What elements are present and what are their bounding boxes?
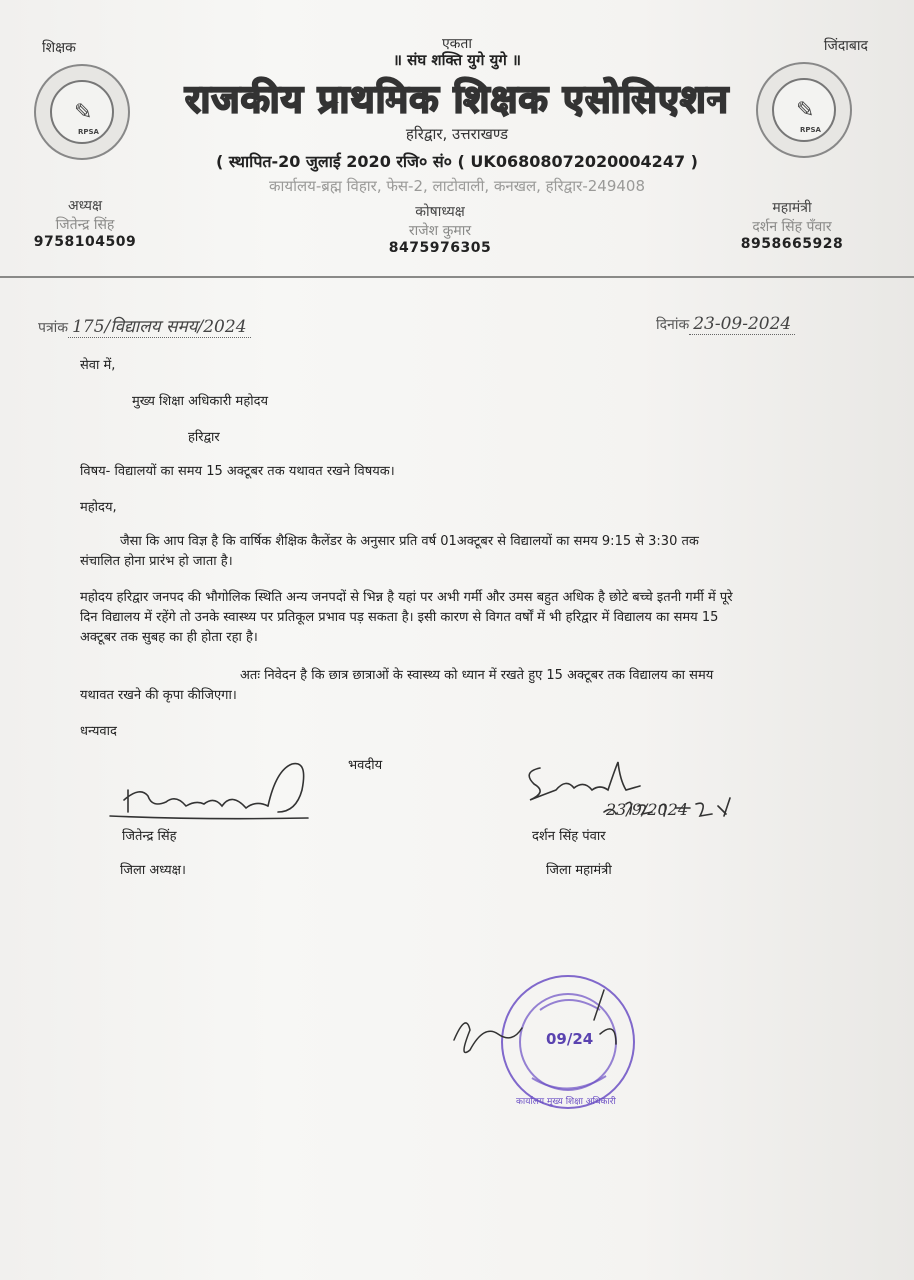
date-value: 23-09-2024 xyxy=(689,314,795,335)
organization-location: हरिद्वार, उत्तराखण्ड xyxy=(405,125,509,143)
organization-name: राजकीय प्राथमिक शिक्षक एसोसिएशन xyxy=(185,77,729,121)
officer-name: जितेन्द्र सिंह xyxy=(55,217,115,233)
logo-abbr: RPSA xyxy=(800,126,821,134)
office-address: कार्यालय-ब्रह्म विहार, फेस-2, लाटोवाली, कनखल, हरिद्वार-249408 xyxy=(268,177,645,195)
officer-phone: 8958665928 xyxy=(740,236,844,252)
motto: ॥ संघ शक्ति युगे युगे ॥ xyxy=(392,51,522,69)
corner-label-right: जिंदाबाद xyxy=(823,38,868,54)
recipient: मुख्य शिक्षा अधिकारी महोदय xyxy=(132,394,269,409)
logo-abbr: RPSA xyxy=(78,128,99,136)
recipient-place: हरिद्वार xyxy=(188,430,220,445)
officer-name: दर्शन सिंह पँवार xyxy=(752,219,832,235)
corner-label-left: शिक्षक xyxy=(42,40,76,56)
officer-phone: 8475976305 xyxy=(388,240,492,256)
greeting: महोदय, xyxy=(80,500,117,515)
registration-number: ( स्थापित-20 जुलाई 2020 रजि० सं० ( UK06808072020004247 ) xyxy=(216,152,698,171)
yours-faithfully: भवदीय xyxy=(348,758,383,773)
signatory-role-president: जिला अध्यक्ष। xyxy=(120,863,186,878)
motto-top: एकता xyxy=(441,36,473,52)
date-label: दिनांक xyxy=(656,317,690,333)
officer-name: राजेश कुमार xyxy=(408,223,472,239)
signature-president xyxy=(110,764,308,819)
salutation-to: सेवा में, xyxy=(80,358,116,373)
reference-label: पत्रांक xyxy=(38,320,69,336)
logo-emblem-icon: ✎ xyxy=(796,98,815,123)
logo-emblem-icon: ✎ xyxy=(74,100,93,125)
thanks: धन्यवाद xyxy=(80,724,117,739)
stamp-date: 09/24 xyxy=(546,1030,594,1048)
officer-title: अध्यक्ष xyxy=(67,198,103,214)
paragraph-2: महोदय हरिद्वार जनपद की भौगोलिक स्थिति अन्य जनपदों से भिन्न है यहां पर अभी गर्मी और उमस बहुत अधिक है छोटे बच्चे इतनी गर्मी में पूरे दिन विद्यालय में रहेंगे तो उनके स्वास्थ्य पर प्रतिकूल प्रभाव पड़ सकता है। इसी कारण से विगत वर्षों में भी हरिद्वार में विद्यालय का समय 15 अक्टूबर तक सुबह का ही होता रहा है। xyxy=(80,590,733,645)
officer-title: कोषाध्यक्ष xyxy=(415,204,465,220)
subject-line: विषय- विद्यालयों का समय 15 अक्टूबर तक यथावत रखने विषयक। xyxy=(80,464,395,479)
officer-phone: 9758104509 xyxy=(33,234,137,250)
paragraph-1: जैसा कि आप विज्ञ है कि वार्षिक शैक्षिक कैलेंडर के अनुसार प्रति वर्ष 01अक्टूबर से विद्यालयों का समय 9:15 से 3:30 तक संचालित होना प्रारंभ हो जाता है। xyxy=(80,534,699,569)
paragraph-3: अतः निवेदन है कि छात्र छात्राओं के स्वास्थ्य को ध्यान में रखते हुए 15 अक्टूबर तक विद्यालय का समय यथावत रखने की कृपा कीजिएगा। xyxy=(80,668,714,703)
reference-value: 175/विद्यालय समय/2024 xyxy=(68,317,250,338)
handwritten-sign-date: 23/9/2024 xyxy=(606,800,689,819)
signatory-role-secretary: जिला महामंत्री xyxy=(546,863,612,878)
signatory-name-president: जितेन्द्र सिंह xyxy=(122,829,177,844)
officer-title: महामंत्री xyxy=(772,200,812,216)
stamp-text: कार्यालय मुख्य शिक्षा अधिकारी xyxy=(516,1097,616,1107)
signatory-name-secretary: दर्शन सिंह पंवार xyxy=(532,829,606,844)
